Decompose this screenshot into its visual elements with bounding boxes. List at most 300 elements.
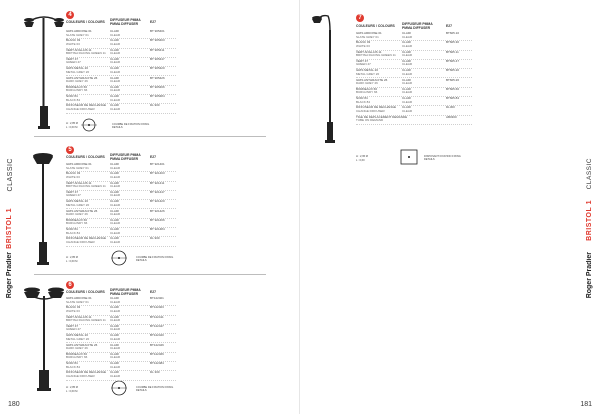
row-reference-line: BT 921420: [150, 199, 165, 204]
row-colour-subline: WHITE 03: [66, 174, 80, 179]
row-reference: [446, 79, 459, 83]
row-colour-subline: DARK GREY 26: [66, 212, 88, 217]
row-colour-subline: DARK GREY 26: [66, 346, 88, 351]
dimension-height: H : 2,85 M: [66, 386, 78, 389]
row-reference: [150, 58, 165, 62]
row-colour: [66, 306, 80, 313]
row-colour: [66, 39, 80, 46]
row-diffuser-line: CLAIR: [402, 58, 411, 63]
left-brand-label: Roger Pradier: [6, 252, 13, 299]
header-e27: E27: [150, 155, 157, 159]
row-reference: [446, 69, 459, 73]
row-reference-line: BT605.20: [446, 68, 460, 73]
row-reference-line: BT 905484: [150, 94, 165, 99]
row-colour: [356, 116, 407, 123]
row-diffuser-line: CLAIR: [110, 66, 119, 71]
row-colour-subline: CHANGE DIFFUSER: [66, 373, 95, 378]
row-colour-subline: BURGUNDY 66: [66, 355, 88, 360]
row-colour: [66, 371, 106, 378]
row-diffuser-line: CLAIR: [110, 189, 119, 194]
row-diffuser-subline: CLEAR: [402, 71, 413, 76]
row-colour-subline: GREEN 47: [66, 193, 81, 198]
row-colour: [66, 219, 87, 226]
row-diffuser-line: CLAIR: [110, 296, 119, 300]
row-diffuser-line: CLAIR: [402, 31, 411, 35]
row-diffuser-subline: CLEAR: [110, 69, 121, 74]
row-diffuser-line: CLAIR: [110, 305, 119, 310]
row-diffuser: [402, 106, 412, 113]
row-diffuser-line: CLAIR: [110, 351, 119, 356]
row-colour-line: BORDEAUX 66: [356, 86, 378, 91]
row-reference-line: BT 921466: [150, 217, 165, 222]
row-diffuser-line: CLAIR: [110, 208, 119, 213]
row-diffuser-line: CLAIR: [110, 323, 119, 328]
row-colour-line: VERT 47: [66, 189, 79, 194]
row-reference: [150, 344, 164, 348]
row-diffuser-line: CLAIR: [402, 96, 411, 101]
row-colour-line: VERT ANGLAIS 11: [66, 314, 92, 319]
row-colour-subline: BURGUNDY 66: [66, 88, 88, 93]
row-diffuser: [110, 200, 120, 207]
row-diffuser: [110, 219, 120, 226]
row-colour-subline: BLACK 84: [66, 97, 81, 102]
section-badge: 5: [66, 146, 74, 154]
row-colour-subline: BLACK 84: [356, 99, 371, 104]
row-colour: [356, 32, 382, 39]
dimension-width: L : 0,60: [356, 159, 365, 162]
row-diffuser-line: CLAIR: [110, 103, 119, 108]
row-reference: [150, 316, 164, 320]
row-diffuser: [110, 67, 120, 74]
row-reference: [150, 334, 164, 338]
row-colour: [356, 69, 379, 76]
row-reference: [150, 39, 165, 43]
row-diffuser-subline: CLEAR: [110, 51, 121, 56]
row-colour: [66, 104, 106, 111]
header-diffuser: DIFFUSEUR PMMA PMMA DIFFUSER: [110, 18, 141, 26]
row-diffuser: [110, 371, 120, 378]
row-reference-line: BT 905466: [150, 84, 165, 89]
row-reference: [446, 97, 459, 101]
row-colour: [66, 362, 80, 369]
header-diffuser: DIFFUSEUR PMMA PMMA DIFFUSER: [110, 288, 141, 296]
row-reference-line: BT 921411: [150, 180, 165, 185]
row-diffuser-subline: CLEAR: [110, 299, 121, 304]
row-colour-line: BORDEAUX 66: [66, 351, 88, 356]
row-colour-subline: GREEN 47: [356, 62, 371, 67]
row-colour: [66, 77, 97, 84]
row-colour-line: GRIS ARDOISE 01: [356, 31, 382, 35]
row-reference: [446, 88, 459, 92]
row-colour-line: GRIS ANTHRACITE 26: [66, 75, 98, 80]
row-colour-line: GRIS ANTHRACITE 26: [356, 77, 388, 82]
row-diffuser-line: CLAIR: [110, 199, 119, 204]
row-diffuser-subline: CLEAR: [110, 174, 121, 179]
row-reference: [150, 325, 164, 329]
row-colour-line: GRIS ARDOISE 01: [66, 296, 92, 300]
row-colour-subline: BRITISH RACING GREEN 11: [356, 53, 396, 58]
row-reference-line: BT122426: [150, 342, 164, 347]
base-plan-diagram: [78, 117, 100, 133]
double-lamp-post-illustration: [22, 10, 66, 130]
row-reference: [150, 182, 164, 186]
row-colour-line: GRIS ANTHRACITE 26: [66, 208, 98, 213]
row-diffuser: [110, 228, 120, 235]
row-reference: [150, 371, 160, 375]
twin-lantern-post-illustration: [20, 282, 68, 392]
row-diffuser-subline: CLEAR: [110, 41, 121, 46]
row-diffuser: [402, 41, 412, 48]
row-colour: [356, 51, 396, 58]
row-colour-line: BORDEAUX 66: [66, 217, 88, 222]
row-diffuser-line: CLAIR: [110, 171, 119, 176]
row-reference-line: DL 900: [150, 236, 160, 241]
row-colour-subline: SLATE GREY 01: [66, 299, 89, 304]
row-colour-line: NOIR 84: [66, 361, 78, 366]
row-colour-subline: SLATE GREY 01: [66, 165, 89, 170]
row-colour-subline: BRITISH RACING GREEN 11: [66, 51, 106, 56]
row-reference: [446, 116, 457, 120]
row-reference-line: BT122401: [150, 296, 164, 300]
row-colour-line: BLANC 03: [66, 171, 81, 176]
row-colour-subline: BLACK 84: [66, 364, 81, 369]
row-diffuser: [110, 95, 120, 102]
row-reference: [150, 86, 165, 90]
row-colour-subline: METAL GREY 20: [66, 202, 90, 207]
row-colour-line: VERT 47: [356, 58, 369, 63]
row-reference: [150, 200, 165, 204]
row-colour-line: DIFFUSEUR DE RECHANGE: [66, 236, 107, 241]
crook-lamp-post-illustration: [312, 12, 342, 144]
row-reference-line: BT 905401: [150, 29, 165, 33]
row-colour-subline: WHITE 03: [66, 41, 80, 46]
row-colour-subline: DARK GREY 26: [66, 79, 88, 84]
row-diffuser: [402, 88, 412, 95]
row-colour: [66, 237, 106, 244]
dimension-height: H : 2,85 M: [66, 122, 78, 125]
row-reference-line: BT 905411: [150, 47, 165, 52]
row-diffuser: [402, 32, 412, 39]
row-reference: [150, 104, 160, 108]
row-colour-subline: DARK GREY 26: [356, 81, 378, 86]
row-reference: [150, 237, 160, 241]
row-colour-subline: METAL GREY 20: [356, 71, 380, 76]
row-diffuser-subline: CLEAR: [110, 230, 121, 235]
row-diffuser-line: CLAIR: [402, 49, 411, 54]
section-badge: 4: [66, 11, 74, 19]
row-diffuser-subline: CLEAR: [402, 34, 413, 39]
page-divider: [299, 0, 300, 414]
row-diffuser-subline: CLEAR: [110, 193, 121, 198]
row-diffuser-subline: CLEAR: [110, 327, 121, 332]
row-reference: [150, 353, 164, 357]
row-colour-subline: GREEN 47: [66, 60, 81, 65]
row-diffuser-line: CLAIR: [110, 236, 119, 241]
row-diffuser: [110, 362, 120, 369]
row-reference: [150, 163, 165, 167]
row-colour-line: GRIS METAL 20: [66, 66, 89, 71]
row-reference-line: BT122403: [150, 305, 164, 310]
row-diffuser-subline: CLEAR: [110, 97, 121, 102]
row-reference-line: BT122484: [150, 361, 164, 366]
row-colour: [356, 60, 371, 67]
row-reference-line: DL 300: [150, 370, 160, 375]
row-rule: [356, 124, 472, 125]
row-diffuser-line: CLAIR: [110, 314, 119, 319]
row-diffuser-subline: CLEAR: [402, 108, 413, 113]
row-diffuser-subline: CLEAR: [110, 355, 121, 360]
fixing-details-note: DISPOSANT FIXATION FIXING DETAILS: [424, 155, 461, 162]
row-diffuser-line: CLAIR: [110, 38, 119, 43]
row-colour-line: BLANC 03: [356, 40, 371, 45]
row-reference: [150, 49, 164, 53]
row-diffuser: [402, 79, 412, 86]
row-diffuser-subline: CLEAR: [110, 106, 121, 111]
row-reference-line: BT 905426: [150, 75, 165, 80]
row-colour-subline: BURGUNDY 66: [356, 90, 378, 95]
row-colour: [66, 353, 87, 360]
row-diffuser: [110, 334, 120, 341]
single-lamp-post-illustration: [28, 150, 58, 268]
row-diffuser: [402, 51, 412, 58]
right-brand-label: Roger Pradier: [586, 252, 593, 299]
row-diffuser: [110, 39, 120, 46]
row-diffuser: [402, 69, 412, 76]
row-diffuser-line: CLAIR: [402, 68, 411, 73]
header-e27: E27: [446, 24, 453, 28]
fixing-details-note: COURBE DE FIXATION FIXING DETAILS: [136, 256, 174, 263]
row-diffuser-subline: CLEAR: [110, 373, 121, 378]
row-reference-line: BT605.30: [446, 40, 460, 45]
row-reference-line: BT 921401: [150, 162, 165, 166]
row-colour-line: VERT 47: [66, 323, 79, 328]
row-diffuser: [110, 49, 120, 56]
row-diffuser-subline: CLEAR: [110, 79, 121, 84]
row-colour-subline: WHITE 03: [356, 43, 370, 48]
row-reference-line: BT 921484: [150, 227, 165, 232]
row-reference: [150, 95, 165, 99]
section-badge: 7: [356, 14, 364, 22]
row-colour: [356, 79, 387, 86]
row-diffuser-line: CLAIR: [402, 40, 411, 45]
row-reference-line: BT122420: [150, 333, 164, 338]
row-colour: [66, 67, 89, 74]
row-diffuser-line: CLAIR: [110, 227, 119, 232]
row-colour: [66, 191, 81, 198]
row-colour-subline: SLATE GREY 01: [356, 34, 379, 39]
section-divider: [34, 136, 266, 137]
row-diffuser: [110, 325, 120, 332]
row-reference-line: BT 905447: [150, 56, 165, 61]
row-colour-subline: METAL GREY 20: [66, 336, 90, 341]
row-colour-subline: CHANGE DIFFUSER: [66, 106, 95, 111]
row-colour: [66, 344, 97, 351]
row-diffuser: [110, 172, 120, 179]
row-reference: [150, 67, 165, 71]
row-reference: [446, 41, 459, 45]
row-reference: [446, 32, 459, 36]
left-page-number: 180: [8, 401, 20, 408]
row-colour: [356, 41, 370, 48]
row-reference: [150, 228, 165, 232]
row-diffuser: [110, 77, 120, 84]
row-diffuser: [402, 97, 412, 104]
row-reference-line: BT 921403: [150, 171, 165, 176]
row-reference-line: BT 905403: [150, 38, 165, 43]
row-colour: [66, 228, 80, 235]
row-colour-subline: TUBE ON DEMAND: [356, 118, 384, 123]
row-diffuser-subline: CLEAR: [110, 212, 121, 217]
row-diffuser-line: CLAIR: [110, 29, 119, 33]
fixing-details-note: COURBE DE FIXATION FIXING DETAILS: [112, 123, 150, 130]
row-colour: [356, 88, 377, 95]
row-reference-line: BT122466: [150, 351, 164, 356]
left-series-label: BRISTOL 1: [6, 208, 13, 249]
row-reference: [446, 51, 459, 55]
row-diffuser-line: CLAIR: [110, 342, 119, 347]
row-diffuser-subline: CLEAR: [110, 239, 121, 244]
row-diffuser: [110, 86, 120, 93]
section-badge: 6: [66, 281, 74, 289]
row-diffuser-subline: CLEAR: [402, 90, 413, 95]
right-series-label: BRISTOL 1: [586, 200, 593, 241]
row-diffuser-subline: CLEAR: [110, 184, 121, 189]
row-colour-subline: SLATE GREY 01: [66, 32, 89, 37]
row-colour: [66, 163, 92, 170]
row-colour-line: GRIS ANTHRACITE 26: [66, 342, 98, 347]
row-colour: [66, 200, 89, 207]
row-diffuser: [110, 344, 120, 351]
dimension-height: H : 2,95 M: [356, 155, 368, 158]
row-diffuser-subline: CLEAR: [110, 60, 121, 65]
row-diffuser-line: CLAIR: [110, 333, 119, 338]
row-diffuser: [110, 297, 120, 304]
row-diffuser-line: CLAIR: [110, 75, 119, 80]
row-rule: [66, 113, 176, 114]
row-reference-line: BT 921447: [150, 189, 165, 194]
row-diffuser-subline: CLEAR: [110, 221, 121, 226]
row-colour: [66, 325, 81, 332]
row-colour-line: TIGE DE DEPLACEMENT DEMANDE: [356, 114, 408, 119]
right-category-label: CLASSIC: [586, 158, 593, 190]
header-colours: COULEURS / COLOURS: [66, 20, 105, 24]
row-diffuser-line: CLAIR: [110, 162, 119, 166]
row-diffuser: [110, 191, 120, 198]
row-reference: [150, 30, 165, 34]
row-diffuser-subline: CLEAR: [402, 43, 413, 48]
row-diffuser-subline: CLEAR: [110, 364, 121, 369]
row-colour-line: BORDEAUX 66: [66, 84, 88, 89]
row-colour-subline: METAL GREY 20: [66, 69, 90, 74]
base-plan-diagram: [398, 147, 420, 167]
row-reference: [150, 306, 164, 310]
header-colours: COULEURS / COLOURS: [66, 155, 105, 159]
row-colour-line: GRIS METAL 20: [356, 68, 379, 73]
row-diffuser: [110, 237, 120, 244]
row-colour: [66, 210, 97, 217]
row-diffuser: [110, 182, 120, 189]
row-reference: [150, 191, 165, 195]
row-colour-line: VERT ANGLAIS 11: [66, 47, 92, 52]
row-colour-subline: BRITISH RACING GREEN 11: [66, 318, 106, 323]
row-colour-line: DIFFUSEUR DE RECHANGE: [66, 103, 107, 108]
row-rule: [66, 380, 176, 381]
row-diffuser: [110, 30, 120, 37]
row-colour: [66, 182, 106, 189]
row-reference-line: AB0300: [446, 114, 457, 119]
row-colour-line: VERT 47: [66, 56, 79, 61]
row-diffuser-line: CLAIR: [110, 94, 119, 99]
row-diffuser-subline: CLEAR: [110, 346, 121, 351]
row-colour-line: NOIR 84: [66, 227, 78, 232]
row-colour-subline: BRITISH RACING GREEN 11: [66, 184, 106, 189]
dimension-width: L : 0,60 M: [66, 126, 78, 129]
row-diffuser: [110, 306, 120, 313]
row-colour-line: GRIS METAL 20: [66, 333, 89, 338]
row-reference: [150, 210, 165, 214]
right-page-number: 181: [580, 401, 592, 408]
row-diffuser: [110, 58, 120, 65]
row-diffuser-subline: CLEAR: [402, 81, 413, 86]
row-colour: [66, 30, 92, 37]
header-colours: COULEURS / COLOURS: [66, 290, 105, 294]
row-colour: [66, 316, 106, 323]
row-diffuser-line: CLAIR: [110, 180, 119, 185]
row-diffuser-subline: CLEAR: [110, 336, 121, 341]
row-colour-line: GRIS METAL 20: [66, 199, 89, 204]
row-colour-line: VERT ANGLAIS 11: [356, 49, 382, 54]
row-colour-line: DIFFUSEUR DE RECHANGE: [356, 105, 397, 110]
row-colour-line: BLANC 03: [66, 38, 81, 43]
row-colour-line: NOIR 84: [356, 96, 368, 101]
row-diffuser-subline: CLEAR: [110, 32, 121, 37]
row-reference-line: BT 921426: [150, 208, 165, 213]
row-diffuser-subline: CLEAR: [402, 53, 413, 58]
row-colour: [356, 106, 396, 113]
header-diffuser: DIFFUSEUR PMMA PMMA DIFFUSER: [110, 153, 141, 161]
row-reference-line: BT605.66: [446, 86, 460, 91]
header-e27: E27: [150, 290, 157, 294]
row-colour-line: VERT ANGLAIS 11: [66, 180, 92, 185]
row-colour: [66, 297, 92, 304]
row-reference: [150, 172, 165, 176]
row-colour-line: NOIR 84: [66, 94, 78, 99]
section-divider: [34, 274, 266, 275]
row-colour: [66, 172, 80, 179]
row-diffuser: [110, 353, 120, 360]
row-diffuser-subline: CLEAR: [110, 318, 121, 323]
row-reference-line: BT605.11: [446, 49, 459, 54]
dimension-height: H : 2,85 M: [66, 256, 78, 259]
row-diffuser-line: CLAIR: [110, 84, 119, 89]
row-colour: [356, 97, 370, 104]
row-diffuser-line: CLAIR: [402, 86, 411, 91]
row-diffuser: [110, 210, 120, 217]
row-reference-line: BT605.84: [446, 96, 460, 101]
row-reference: [150, 297, 164, 301]
row-colour-subline: CHANGE DIFFUSER: [356, 108, 385, 113]
dimension-width: L : 0,60 M: [66, 260, 78, 263]
row-diffuser-subline: CLEAR: [402, 99, 413, 104]
header-colours: COULEURS / COLOURS: [356, 24, 395, 28]
base-plan-diagram: [108, 248, 130, 268]
row-diffuser-line: CLAIR: [402, 105, 411, 110]
row-reference: [150, 362, 164, 366]
row-reference-line: BT605.26: [446, 77, 460, 82]
row-colour-subline: GREEN 47: [66, 327, 81, 332]
row-colour-line: DIFFUSEUR DE RECHANGE: [66, 370, 107, 375]
row-reference: [446, 60, 459, 64]
